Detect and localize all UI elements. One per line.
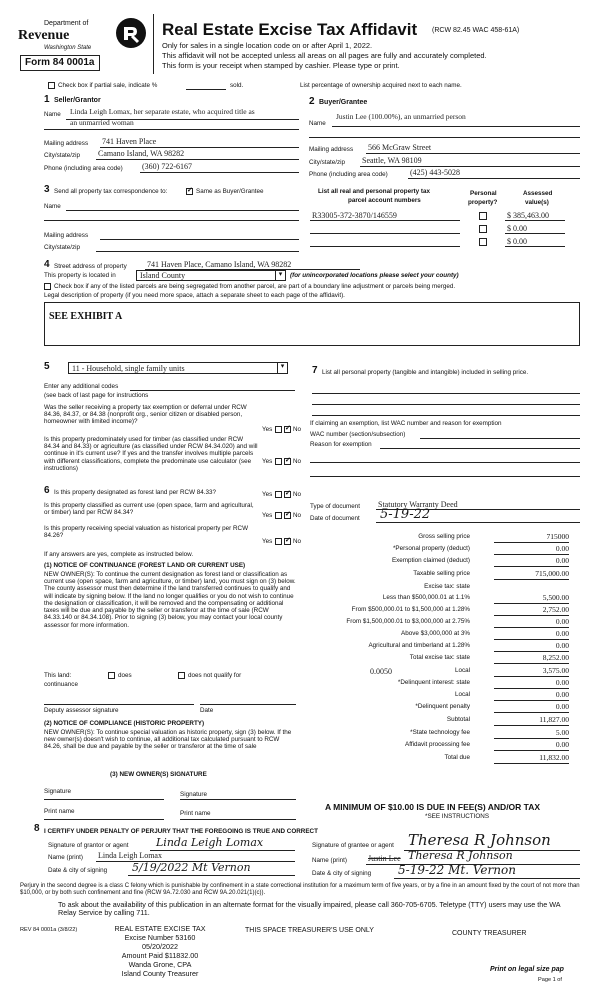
parcel-line <box>310 220 460 221</box>
dept-line1: Department of <box>44 20 89 27</box>
header-note3: This form is your receipt when stamped by cashier. Please type or print. <box>162 61 400 70</box>
personal-property-checkbox[interactable] <box>479 212 487 220</box>
use-code-value: 11 - Household, single family units <box>72 364 185 373</box>
tax-row-label: Local <box>454 691 470 698</box>
seller-name-line2[interactable]: an unmarried woman <box>70 118 134 127</box>
tax-row <box>300 741 575 752</box>
personal-property-line1[interactable] <box>312 393 580 394</box>
reason-line[interactable] <box>380 448 580 449</box>
parcel-heading1: List all real and personal property tax <box>318 188 430 195</box>
stamp-line: REAL ESTATE EXCISE TAX <box>114 924 206 933</box>
forest-no-label: No <box>293 491 302 498</box>
section3-mailing-line[interactable] <box>100 239 299 240</box>
header-note1: Only for sales in a single location code on or after April 1, 2022. <box>162 41 373 50</box>
does-not-checkbox[interactable] <box>178 672 185 679</box>
form-title: Real Estate Excise Tax Affidavit <box>162 20 418 39</box>
see-instructions: *SEE INSTRUCTIONS <box>425 813 490 820</box>
does-label: does <box>118 672 132 679</box>
seller-phone[interactable]: (360) 722-6167 <box>142 162 192 171</box>
tax-row-label: Agricultural and timberland at 1.28% <box>368 642 470 649</box>
continuance-label: continuance <box>44 681 78 688</box>
doc-date-label: Date of document <box>310 515 360 522</box>
section3-number: 3 <box>44 184 50 195</box>
exemption-no-checkbox[interactable] <box>284 426 291 433</box>
tax-row-label: *State technology fee <box>410 729 470 736</box>
header-divider <box>153 14 154 74</box>
buyer-city-line <box>360 166 580 167</box>
exemption-question: Was the seller receiving a property tax exemption or deferral under RCW 84.36, 84.37, or 84.38 (nonprofit org., senior citizen or disabled person, homeowner with limited income)? <box>44 404 247 426</box>
grantee-name-label: Name (print) <box>312 857 347 864</box>
buyer-heading: Buyer/Grantee <box>319 99 368 106</box>
treasurer-use-label: THIS SPACE TREASURER'S USE ONLY <box>245 927 374 934</box>
partial-sale-percent[interactable] <box>186 89 226 90</box>
reason-line3[interactable] <box>310 476 580 477</box>
owner1-sig-line[interactable] <box>44 799 164 800</box>
notice2-body: NEW OWNER(S): To continue special valuation as historic property, sign (3) below. If the new owner(s) doesn't wish to continue, all additional tax calculated pursuant to RCW 84.26, shall be due and payable by the seller or transferor at the time of sale <box>44 729 292 751</box>
tax-row-label: Less than $500,000.01 at 1.1% <box>382 594 470 601</box>
tax-row-value[interactable]: 11,827.00 <box>494 716 569 726</box>
historic-no-checkbox[interactable] <box>284 538 291 545</box>
print-legal-note: Print on legal size pap <box>490 966 564 973</box>
seller-mailing-line <box>100 147 299 148</box>
current-use-no-label: No <box>293 512 302 519</box>
stamp-line: 05/20/2022 <box>142 942 178 951</box>
ownership-note: List percentage of ownership acquired next to each name. <box>300 82 462 89</box>
tax-row <box>300 570 575 581</box>
owner1-print-label: Print name <box>44 808 75 815</box>
partial-sale-sold: sold. <box>230 82 244 89</box>
assessed-value[interactable]: $ 0.00 <box>507 224 527 233</box>
section3-name-line[interactable] <box>66 210 299 211</box>
seller-heading: Seller/Grantor <box>54 97 101 104</box>
buyer-phone-label: Phone (including area code) <box>309 171 388 178</box>
section8-number: 8 <box>34 823 40 834</box>
buyer-city-label: City/state/zip <box>309 159 346 166</box>
timber-question: Is this property predominately used for timber (as classified under RCW 84.34 and 84.33) or agriculture (as classified under RCW 84.34.020) and will continue in it's current use? If yes and the transfer involves multiple parcels with different classifications, complete the predominate use calculator (see instructions) <box>44 436 258 472</box>
tax-row-value[interactable]: 0.00 <box>494 545 569 555</box>
tax-row-value[interactable]: 0.00 <box>494 679 569 689</box>
county-note: (for unincorporated locations please select your county) <box>290 272 459 279</box>
seller-mailing[interactable]: 741 Haven Place <box>102 137 157 146</box>
forest-no-checkbox[interactable] <box>284 491 291 498</box>
deputy-signature-line[interactable] <box>44 704 194 705</box>
wac-line[interactable] <box>420 438 580 439</box>
exemption-no-label: No <box>293 426 302 433</box>
street-label: Street address of property <box>54 263 127 270</box>
tax-row-value[interactable]: 2,752.00 <box>494 606 569 616</box>
legal-label: Legal description of property (if you need more space, attach a separate sheet to each page of the affidavit). <box>44 292 345 299</box>
partial-sale-label: Check box if partial sale, indicate % <box>58 82 158 89</box>
historic-yes-checkbox[interactable] <box>275 538 282 545</box>
timber-yes-checkbox[interactable] <box>275 458 282 465</box>
segregated-label: Check box if any of the listed parcels are being segregated from another parcel, are part of a boundary line adjustment or parcels being merged. <box>54 283 456 290</box>
notice1-body: NEW OWNER(S): To continue the current designation as forest land or classification as current use (open space, farm and agriculture, or timber) land, you must sign on (3) below. The county assessor must then determine if the land transferred continues to qualify and will indicate by signing below. If the land no longer qualifies or you do not wish to continue the designation or classification, it will be removed and the compensating or additional taxes will be due and payable by the seller or transferor at the time of sale (RCW 84.33.140 or 84.34.108). Prior to signing (3) below, you may contact your local county assessor for more information. <box>44 571 296 629</box>
tax-row <box>300 679 575 690</box>
current-use-yes-checkbox[interactable] <box>275 512 282 519</box>
grantor-sig-label: Signature of grantor or agent <box>48 842 129 849</box>
tax-row-value[interactable]: 0.00 <box>494 630 569 640</box>
forest-yes-label: Yes <box>262 491 273 498</box>
dept-line2: Revenue <box>18 28 70 43</box>
seller-name-line-b <box>44 129 299 130</box>
timber-no-label: No <box>293 458 302 465</box>
doc-date[interactable]: 5-19-22 <box>380 507 431 522</box>
section5-number: 5 <box>44 361 50 372</box>
legal-description: SEE EXHIBIT A <box>49 311 123 322</box>
section6-number: 6 <box>44 485 50 496</box>
seller-name-line1[interactable]: Linda Leigh Lomax, her separate estate, who acquired title as <box>70 107 255 116</box>
tax-row-value[interactable]: 0.00 <box>494 642 569 652</box>
local-tax-rate[interactable]: 0.0050 <box>370 667 392 676</box>
tax-row-label: Local <box>454 667 470 674</box>
perjury-notice: Perjury in the second degree is a class C felony which is punishable by confinement in a state correctional institution for a maximum term of five years, or by a fine in an amount fixed by the court of not more than $10,000, or by both such confinement and fine (RCW 9A.72.030 and RCW 9A.20.021(1)(c)). <box>20 883 580 896</box>
parcel-line <box>310 233 460 234</box>
grantee-sig-label: Signature of grantee or agent <box>312 842 394 849</box>
tax-row-value[interactable]: 0.00 <box>494 741 569 751</box>
tax-row-label: Excise tax: state <box>424 583 470 590</box>
tax-row-label: *Delinquent penalty <box>415 703 470 710</box>
seller-city[interactable]: Camano Island, WA 98282 <box>98 149 185 158</box>
grantor-signature[interactable]: Linda Leigh Lomax <box>156 836 264 849</box>
does-checkbox[interactable] <box>108 672 115 679</box>
tax-row-value[interactable]: 5.00 <box>494 729 569 739</box>
buyer-name[interactable]: Justin Lee (100.00%), an unmarried person <box>336 112 466 121</box>
owner2-sig-label: Signature <box>180 791 207 798</box>
county-treasurer-label: COUNTY TREASURER <box>452 930 527 937</box>
buyer-mailing-label: Mailing address <box>309 146 354 153</box>
revenue-logo-icon <box>115 17 147 49</box>
timber-no-checkbox[interactable] <box>284 458 291 465</box>
section1-number: 1 <box>44 94 50 105</box>
owner1-sig-label: Signature <box>44 788 71 795</box>
chevron-down-icon: ▾ <box>275 271 285 280</box>
parcel-heading2: parcel account numbers <box>348 197 421 204</box>
doc-type-label: Type of document <box>310 503 361 510</box>
chevron-down-icon: ▾ <box>277 363 287 373</box>
section3-name-line-b <box>44 220 299 221</box>
header-note2: This affidavit will not be accepted unless all areas on all pages are fully and accurately completed. <box>162 51 487 60</box>
grantee-date-line <box>394 878 580 879</box>
personal-property-line3[interactable] <box>312 415 580 416</box>
tax-row <box>300 667 575 678</box>
personal-property-line2[interactable] <box>312 404 580 405</box>
section3-city-label: City/state/zip <box>44 244 81 251</box>
assessed-value[interactable]: $ 385,463.00 <box>507 211 549 220</box>
see-back-label: (see back of last page for instructions <box>44 392 149 399</box>
buyer-phone[interactable]: (425) 443-5028 <box>410 168 460 177</box>
tax-row <box>300 618 575 629</box>
assessed-line <box>505 233 565 234</box>
same-as-buyer-checkbox[interactable] <box>186 188 193 195</box>
tax-row <box>300 703 575 714</box>
does-not-label: does not qualify for <box>188 672 242 679</box>
stamp-line: Wanda Grone, CPA <box>128 960 192 969</box>
this-land-label: This land: <box>44 672 72 679</box>
seller-city-label: City/state/zip <box>44 152 81 159</box>
deputy-date-label: Date <box>200 707 214 714</box>
tax-row-value[interactable]: 0.00 <box>494 691 569 701</box>
stamp-line: Excise Number 53160 <box>124 933 196 942</box>
rev-number: REV 84 0001a (3/8/22) <box>20 927 78 933</box>
assessed-line <box>505 220 565 221</box>
timber-yes-label: Yes <box>262 458 273 465</box>
grantor-name-label: Name (print) <box>48 854 83 861</box>
doc-date-line <box>376 522 580 523</box>
county-select[interactable] <box>136 270 286 281</box>
historic-question: Is this property receiving special valuation as historical property per RCW 84.26? <box>44 525 249 540</box>
tax-row-value[interactable]: 0.00 <box>494 703 569 713</box>
tax-row <box>300 654 575 665</box>
new-owner-sig-heading: (3) NEW OWNER(S) SIGNATURE <box>110 771 207 778</box>
tax-row <box>300 754 575 765</box>
personal-property-checkbox[interactable] <box>479 238 487 246</box>
assessed-value[interactable]: $ 0.00 <box>507 237 527 246</box>
same-as-buyer-label: Same as Buyer/Grantee <box>196 188 264 195</box>
seller-city-line <box>96 159 299 160</box>
assessed-heading2: value(s) <box>525 199 549 206</box>
form-citation: (RCW 82.45 WAC 458-61A) <box>432 27 520 34</box>
tax-row-value[interactable]: 715,000.00 <box>494 570 569 580</box>
historic-yes-label: Yes <box>262 538 273 545</box>
page-number: Page 1 of <box>538 977 562 983</box>
tax-row-label: Above $3,000,000 at 3% <box>401 630 470 637</box>
answers-instructions: If any answers are yes, complete as instructed below. <box>44 551 194 558</box>
use-code-select[interactable] <box>68 362 288 374</box>
grantee-signature[interactable]: Theresa R Johnson <box>408 831 551 849</box>
grantor-sig-line <box>150 850 295 851</box>
certify-text: I CERTIFY UNDER PENALTY OF PERJURY THAT THE FOREGOING IS TRUE AND CORRECT <box>44 828 318 835</box>
tax-row <box>300 557 575 568</box>
personal-heading2: property? <box>468 199 498 206</box>
tax-row <box>300 729 575 740</box>
wac-label: WAC number (section/subsection) <box>310 431 406 438</box>
section7-heading: List all personal property (tangible and intangible) included in selling price. <box>322 369 529 376</box>
seller-mailing-label: Mailing address <box>44 140 89 147</box>
buyer-name-line-b <box>309 137 580 138</box>
section7-number: 7 <box>312 365 318 376</box>
tax-row <box>300 545 575 556</box>
current-use-question: Is this property classified as current use (open space, farm and agricultural, or timber) land per RCW 84.34? <box>44 502 254 517</box>
tax-row-value[interactable]: 715000 <box>494 533 569 543</box>
seller-phone-line <box>140 172 299 173</box>
section3-heading: Send all property tax correspondence to: <box>54 188 168 195</box>
deputy-sig-label: Deputy assessor signature <box>44 707 119 714</box>
personal-property-checkbox[interactable] <box>479 225 487 233</box>
current-use-no-checkbox[interactable] <box>284 512 291 519</box>
stamp-line: Island County Treasurer <box>121 969 199 978</box>
section2-number: 2 <box>309 96 315 107</box>
section4-number: 4 <box>44 259 50 270</box>
tax-row-label: Affidavit processing fee <box>405 741 470 748</box>
tax-row-label: Gross selling price <box>418 533 470 540</box>
partial-sale-checkbox[interactable] <box>48 82 55 89</box>
doc-type[interactable]: Statutory Warranty Deed <box>378 500 458 509</box>
grantor-name[interactable]: Linda Leigh Lomax <box>98 851 162 860</box>
form-number: Form 84 0001a <box>20 55 100 71</box>
current-use-yes-label: Yes <box>262 512 273 519</box>
historic-no-label: No <box>293 538 302 545</box>
parcel-number[interactable]: R33005-372-3870/146559 <box>312 211 397 220</box>
tax-row-value[interactable]: 11,832.00 <box>494 754 569 764</box>
owner2-sig-line[interactable] <box>180 799 296 800</box>
grantor-date[interactable]: 5/19/2022 Mt Vernon <box>132 861 251 874</box>
deputy-date-line[interactable] <box>200 704 296 705</box>
section3-name-label: Name <box>44 203 61 210</box>
assessed-line <box>505 246 565 247</box>
owner2-print-line[interactable] <box>180 819 296 820</box>
tax-row <box>300 642 575 653</box>
reason-line2[interactable] <box>310 462 580 463</box>
exemption-yes-label: Yes <box>262 426 273 433</box>
forest-yes-checkbox[interactable] <box>275 491 282 498</box>
notice1-title: (1) NOTICE OF CONTINUANCE (FOREST LAND OR CURRENT USE) <box>44 562 246 569</box>
grantor-date-line <box>128 875 295 876</box>
grantee-name-struck: Justin Lee <box>368 854 401 863</box>
segregated-checkbox[interactable] <box>44 283 51 290</box>
additional-codes-line[interactable] <box>130 390 295 391</box>
tax-row-label: *Delinquent interest: state <box>397 679 470 686</box>
tax-row-label: From $500,000.01 to $1,500,000 at 1.28% <box>351 606 470 613</box>
tax-row-label: From $1,500,000.01 to $3,000,000 at 2.75% <box>346 618 470 625</box>
stamp-line: Amount Paid $11832.00 <box>121 951 199 960</box>
seller-name-label: Name <box>44 111 61 118</box>
section3-city-line[interactable] <box>96 251 299 252</box>
additional-codes-label: Enter any additional codes <box>44 383 119 390</box>
tax-row-value[interactable]: 5,500.00 <box>494 594 569 604</box>
assessed-heading1: Assessed <box>523 190 553 197</box>
county-value: Island County <box>140 271 186 280</box>
owner2-print-label: Print name <box>180 810 211 817</box>
buyer-mailing[interactable]: 566 McGraw Street <box>368 143 432 152</box>
tax-row <box>300 716 575 727</box>
personal-heading1: Personal <box>470 190 497 197</box>
exemption-claim-label: If claiming an exemption, list WAC number and reason for exemption <box>310 420 502 427</box>
buyer-name-label: Name <box>309 120 326 127</box>
property-street[interactable]: 741 Haven Place, Camano Island, WA 98282 <box>147 260 292 269</box>
reason-label: Reason for exemption <box>310 441 372 448</box>
tax-row-value[interactable]: 3,575.00 <box>494 667 569 677</box>
legal-description-box[interactable] <box>44 302 580 346</box>
tax-row <box>300 594 575 605</box>
tax-row-value[interactable]: 0.00 <box>494 557 569 567</box>
exemption-yes-checkbox[interactable] <box>275 426 282 433</box>
grantee-date[interactable]: 5-19-22 Mt. Vernon <box>398 863 516 877</box>
tax-row <box>300 533 575 544</box>
tax-row <box>300 691 575 702</box>
tax-row <box>300 606 575 617</box>
grantee-name[interactable]: Theresa R Johnson <box>408 849 513 862</box>
buyer-name-line <box>332 126 580 127</box>
section3-mailing-label: Mailing address <box>44 232 89 239</box>
tax-row-value[interactable]: 0.00 <box>494 618 569 628</box>
tax-row-label: Subtotal <box>446 716 470 723</box>
tax-row-label: Total due <box>444 754 470 761</box>
grantee-date-label: Date & city of signing <box>312 870 372 877</box>
dept-line3: Washington State <box>44 45 92 51</box>
tax-row-label: Taxable selling price <box>413 570 470 577</box>
seller-phone-label: Phone (including area code) <box>44 165 123 172</box>
tax-row <box>300 583 575 594</box>
buyer-mailing-line <box>366 153 580 154</box>
minimum-note: A MINIMUM OF $10.00 IS DUE IN FEE(S) AND/OR TAX <box>325 802 541 812</box>
located-label: This property is located in <box>44 272 116 279</box>
parcel-line <box>310 246 460 247</box>
accessibility-notice: To ask about the availability of this publication in an alternate format for the visually impaired, please call 360-705-6705. Teletype (TTY) users may use the WA Relay Service by calling 711. <box>58 900 561 918</box>
tax-row-label: *Personal property (deduct) <box>392 545 470 552</box>
tax-row-label: Exemption claimed (deduct) <box>391 557 470 564</box>
forest-question: Is this property designated as forest land per RCW 84.33? <box>54 489 217 496</box>
notice2-title: (2) NOTICE OF COMPLIANCE (HISTORIC PROPERTY) <box>44 720 205 727</box>
buyer-phone-line <box>408 178 580 179</box>
buyer-city[interactable]: Seattle, WA 98109 <box>362 156 422 165</box>
owner1-print-line[interactable] <box>44 819 164 820</box>
tax-row-label: Total excise tax: state <box>409 654 470 661</box>
tax-row-value[interactable]: 8,252.00 <box>494 654 569 664</box>
grantor-date-label: Date & city of signing <box>48 867 108 874</box>
tax-row <box>300 630 575 641</box>
